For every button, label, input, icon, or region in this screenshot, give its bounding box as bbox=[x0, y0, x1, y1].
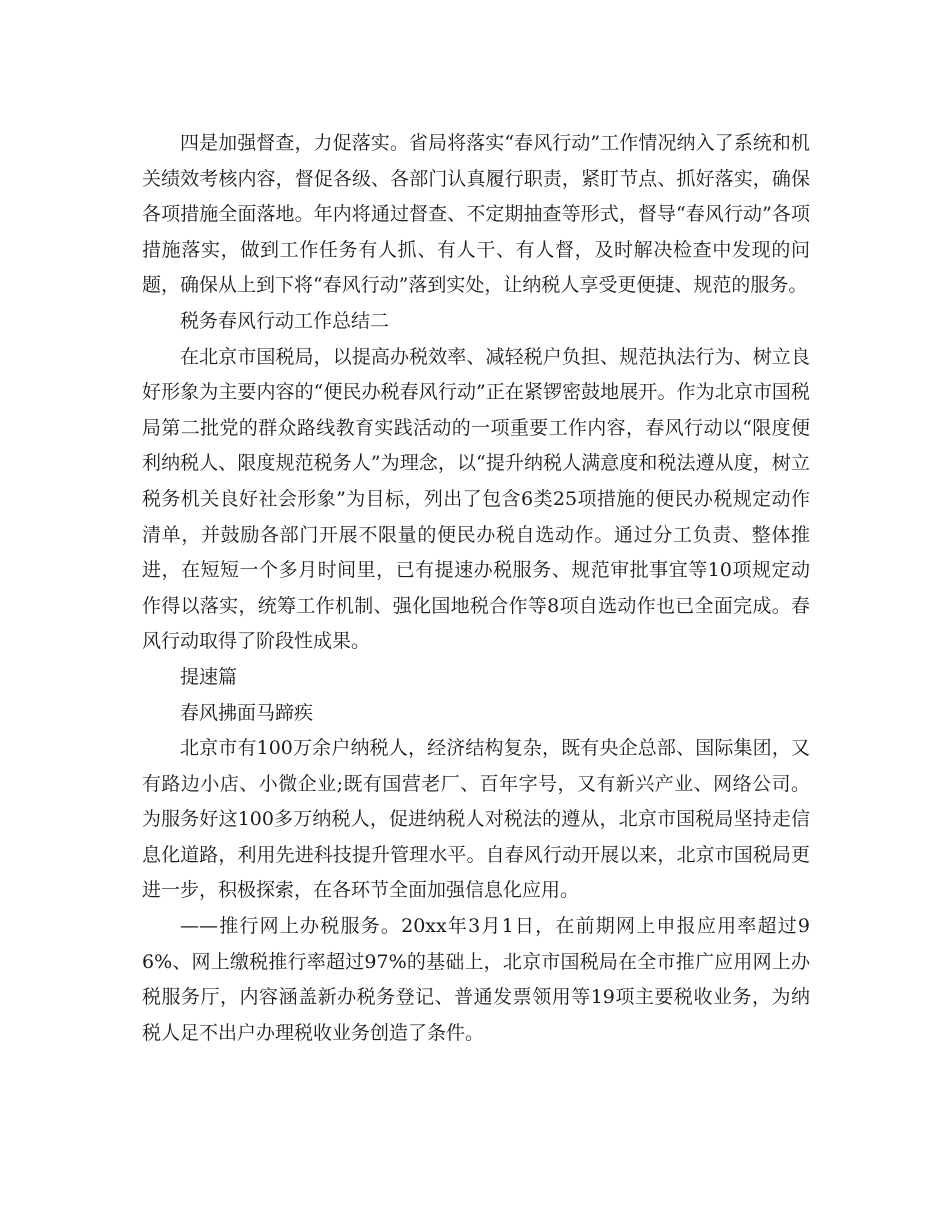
paragraph-informatization: 北京市有100万余户纳税人，经济结构复杂，既有央企总部、国际集团，又有路边小店、小微企业;既有国营老厂、百年字号，又有新兴产业、网络公司。为服务好这100多万纳税人，促进纳税人对税法的遵从，北京市国税局坚持走信息化道路，利用先进科技提升管理水平。自春风行动开展以来，北京市国税局更进一步，积极探索，在各环节全面加强信息化应用。 bbox=[142, 737, 810, 902]
paragraph-supervision: 四是加强督查，力促落实。省局将落实“春风行动”工作情况纳入了系统和机关绩效考核内容，督促各级、各部门认真履行职责，紧盯节点、抓好落实，确保各项措施全面落地。年内将通过督查、不定期抽查等形式，督导“春风行动”各项措施落实，做到工作任务有人抓、有人干、有人督，及时解决检查中发现的问题，确保从上到下将“春风行动”落到实处，让纳税人享受更便捷、规范的服务。 bbox=[142, 132, 810, 297]
paragraph-online-tax-service: ——推行网上办税服务。20xx年3月1日，在前期网上申报应用率超过96%、网上缴税推行率超过97%的基础上，北京市国税局在全市推广应用网上办税服务厅，内容涵盖新办税务登记、普通发票领用等19项主要税收业务，为纳税人足不出户办理税收业务创造了条件。 bbox=[142, 915, 810, 1044]
document-body bbox=[142, 126, 810, 1051]
section-title-speedup: 提速篇 bbox=[180, 665, 238, 688]
section-subtitle: 春风拂面马蹄疾 bbox=[180, 701, 314, 724]
section-title-summary-two: 税务春风行动工作总结二 bbox=[180, 309, 390, 332]
paragraph-beijing-spring-action: 在北京市国税局，以提高办税效率、减轻税户负担、规范执法行为、树立良好形象为主要内容的“便民办税春风行动”正在紧锣密鼓地展开。作为北京市国税局第二批党的群众路线教育实践活动的一项重要工作内容，春风行动以“限度便利纳税人、限度规范税务人”为理念，以“提升纳税人满意度和税法遵从度，树立税务机关良好社会形象”为目标，列出了包含6类25项措施的便民办税规定动作清单，并鼓励各部门开展不限量的便民办税自选动作。通过分工负责、整体推进，在短短一个多月时间里，已有提速办税服务、规范审批事宜等10项规定动作得以落实，统筹工作机制、强化国地税合作等8项自选动作也已全面完成。春风行动取得了阶段性成果。 bbox=[142, 345, 810, 653]
